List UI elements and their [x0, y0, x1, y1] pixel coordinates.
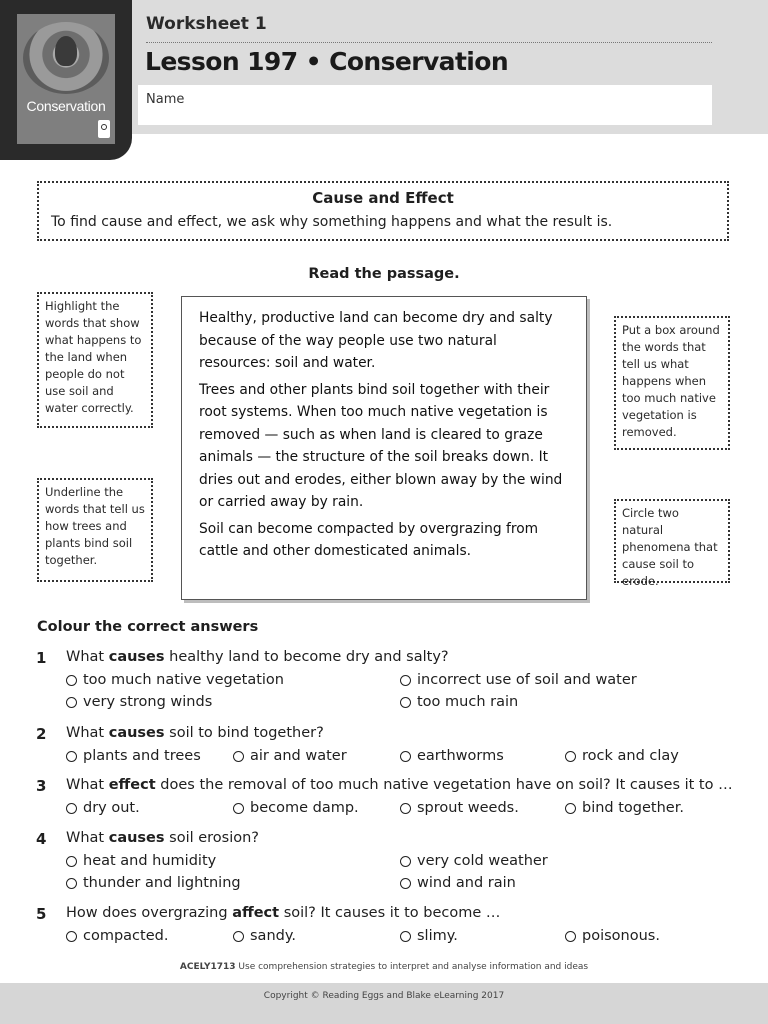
answer-option[interactable]: thunder and lightning: [66, 875, 241, 891]
cause-effect-title: Cause and Effect: [312, 189, 454, 207]
answer-option[interactable]: become damp.: [233, 800, 359, 816]
name-label: Name: [146, 92, 185, 107]
question-text: What causes healthy land to become dry and salty?: [66, 649, 449, 665]
question-text: How does overgrazing affect soil? It causes it to become …: [66, 905, 501, 921]
answer-option[interactable]: plants and trees: [66, 748, 201, 764]
answer-option[interactable]: compacted.: [66, 928, 168, 944]
answer-circle-icon[interactable]: [66, 856, 77, 867]
cover-tree-image: [55, 36, 77, 66]
answer-circle-icon[interactable]: [233, 803, 244, 814]
answer-option[interactable]: slimy.: [400, 928, 458, 944]
answer-option[interactable]: earthworms: [400, 748, 504, 764]
box-instruction: Put a box around the words that tell us what happens when too much native vegetation is removed.: [614, 316, 730, 450]
curriculum-code: ACELY1713 Use comprehension strategies to interpret and analyse information and ideas: [179, 962, 589, 972]
answer-option[interactable]: very strong winds: [66, 694, 212, 710]
answer-circle-icon[interactable]: [400, 675, 411, 686]
answer-option[interactable]: heat and humidity: [66, 853, 216, 869]
cover-title: Conservation: [26, 98, 106, 114]
answer-option[interactable]: wind and rain: [400, 875, 516, 891]
footer-bar: [0, 983, 768, 1024]
worksheet-label: Worksheet 1: [146, 14, 267, 34]
page-title: Lesson 197 • Conservation: [145, 47, 509, 76]
colour-answers-heading: Colour the correct answers: [37, 619, 259, 635]
header-divider: [146, 42, 712, 43]
book-cover-image: [17, 14, 115, 144]
question-number: 3: [36, 777, 47, 795]
answer-circle-icon[interactable]: [66, 803, 77, 814]
question-number: 1: [36, 649, 47, 667]
passage-paragraph: Soil can become compacted by overgrazing from cattle and other domesticated animals.: [199, 520, 539, 559]
passage-paragraph: Healthy, productive land can become dry and salty because of the way people use two natural resources: soil and water.: [199, 310, 553, 371]
answer-option[interactable]: sandy.: [233, 928, 296, 944]
answer-option[interactable]: very cold weather: [400, 853, 548, 869]
answer-option[interactable]: too much native vegetation: [66, 672, 284, 688]
answer-circle-icon[interactable]: [66, 878, 77, 889]
answer-option[interactable]: sprout weeds.: [400, 800, 519, 816]
reading-passage[interactable]: [181, 296, 587, 600]
question-text: What effect does the removal of too much native vegetation have on soil? It causes it to …: [66, 777, 733, 793]
answer-circle-icon[interactable]: [400, 931, 411, 942]
read-passage-heading: Read the passage.: [308, 266, 460, 282]
answer-option[interactable]: rock and clay: [565, 748, 679, 764]
answer-option[interactable]: poisonous.: [565, 928, 660, 944]
answer-circle-icon[interactable]: [233, 751, 244, 762]
answer-circle-icon[interactable]: [400, 697, 411, 708]
answer-circle-icon[interactable]: [565, 751, 576, 762]
answer-option[interactable]: dry out.: [66, 800, 140, 816]
answer-circle-icon[interactable]: [66, 697, 77, 708]
publisher-logo-icon: [98, 120, 110, 138]
underline-instruction: Underline the words that tell us how trees and plants bind soil together.: [37, 478, 153, 582]
passage-paragraph: Trees and other plants bind soil together with their root systems. When too much native vegetation is removed — such as when land is cleared to graze animals — the structure of the soil breaks down. It dries out and erodes, either blown away by the wind or carried away by rain.: [199, 381, 563, 510]
question-text: What causes soil to bind together?: [66, 725, 324, 741]
answer-option[interactable]: incorrect use of soil and water: [400, 672, 637, 688]
answer-circle-icon[interactable]: [400, 856, 411, 867]
question-text: What causes soil erosion?: [66, 830, 260, 846]
answer-circle-icon[interactable]: [66, 751, 77, 762]
answer-option[interactable]: bind together.: [565, 800, 684, 816]
answer-circle-icon[interactable]: [400, 751, 411, 762]
question-number: 4: [36, 830, 47, 848]
book-cover-frame: [0, 0, 132, 160]
question-number: 5: [36, 905, 47, 923]
copyright-text: Copyright © Reading Eggs and Blake eLearning 2017: [263, 991, 505, 1001]
answer-circle-icon[interactable]: [400, 803, 411, 814]
circle-instruction: Circle two natural phenomena that cause soil to erode.: [614, 499, 730, 583]
cause-effect-box: [37, 181, 729, 241]
name-field[interactable]: [138, 85, 712, 125]
answer-option[interactable]: air and water: [233, 748, 347, 764]
answer-circle-icon[interactable]: [233, 931, 244, 942]
cause-effect-text: To find cause and effect, we ask why something happens and what the result is.: [51, 214, 613, 230]
answer-circle-icon[interactable]: [66, 675, 77, 686]
answer-option[interactable]: too much rain: [400, 694, 518, 710]
answer-circle-icon[interactable]: [565, 931, 576, 942]
highlight-instruction: Highlight the words that show what happens to the land when people do not use soil and water correctly.: [37, 292, 153, 428]
answer-circle-icon[interactable]: [565, 803, 576, 814]
question-number: 2: [36, 725, 47, 743]
answer-circle-icon[interactable]: [66, 931, 77, 942]
answer-circle-icon[interactable]: [400, 878, 411, 889]
